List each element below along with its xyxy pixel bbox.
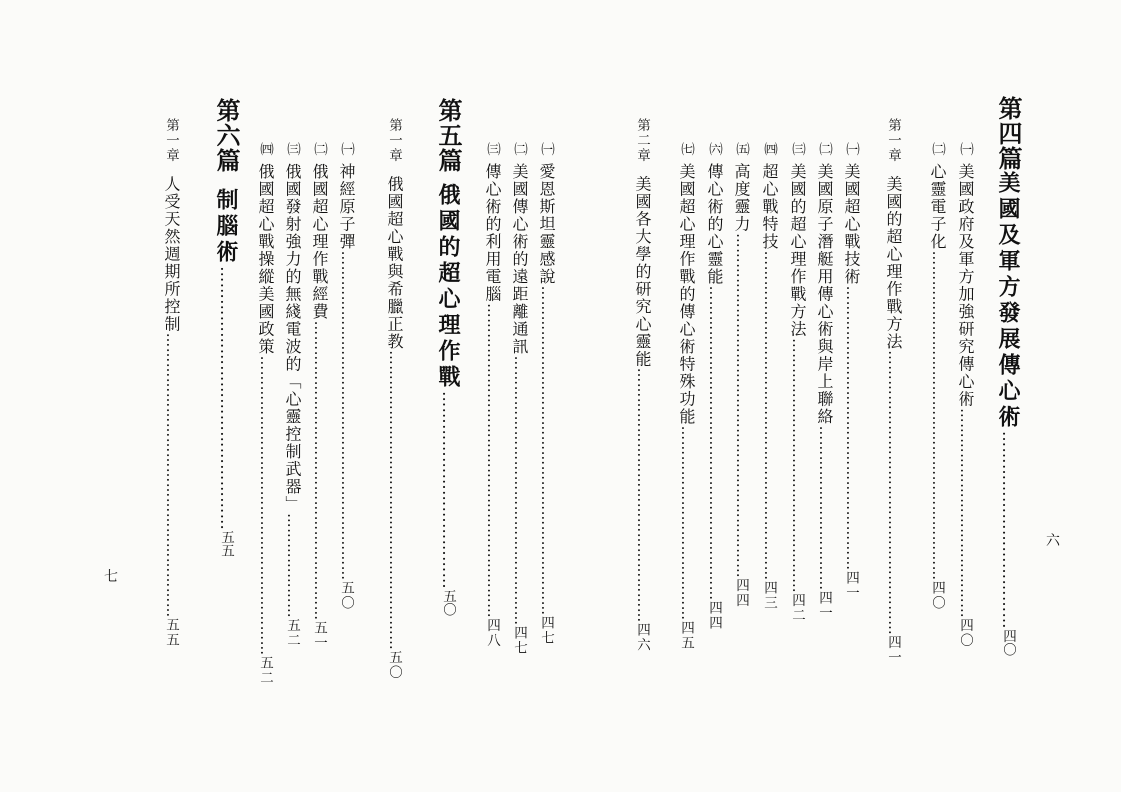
entry-title: 美國傳心術的遠距離通訊 xyxy=(510,163,529,356)
leader-dots: ………………………………………………………… xyxy=(538,285,554,616)
leader-dots: ……………………………… xyxy=(999,431,1018,629)
leader-dots: …………………………………………………… xyxy=(386,350,402,651)
leader-dots: ………………………………… xyxy=(678,425,694,621)
leader-dots: ………………………………………………… xyxy=(163,332,179,618)
leader-dots: ………………………………………………… xyxy=(885,350,901,636)
page-number: 四〇 xyxy=(957,618,973,649)
toc-entry xyxy=(789,142,805,623)
page-number: 四二 xyxy=(789,593,805,624)
toc-entry xyxy=(538,142,554,646)
page-number: 五二 xyxy=(257,655,273,686)
entry-title: 美國原子潛艇用傳心術與岸上聯絡 xyxy=(815,163,834,426)
entry-label: 第一章 xyxy=(386,118,402,163)
entry-label: ㈥ xyxy=(706,142,722,157)
entry-label: ㈢ xyxy=(484,142,500,157)
entry-label: 第二章 xyxy=(634,118,650,163)
page-number: 四一 xyxy=(843,570,859,601)
page-number: 四三 xyxy=(761,580,777,611)
entry-label: ㈠ xyxy=(538,142,554,157)
part-title: 俄國的超心理作戰 xyxy=(435,183,461,392)
page-number: 四〇 xyxy=(1000,629,1016,656)
entry-title: 傳心術的心靈能 xyxy=(705,163,724,286)
entry-label: ㈡ xyxy=(816,142,832,157)
entry-label: ㈢ xyxy=(789,142,805,157)
entry-label: ㈡ xyxy=(311,142,327,157)
entry-label: ㈠ xyxy=(338,142,354,157)
toc-entry xyxy=(706,142,722,631)
page-number: 四六 xyxy=(634,622,650,653)
toc-entry xyxy=(484,142,500,648)
toc-entry xyxy=(634,118,650,653)
page-number: 四七 xyxy=(511,625,527,656)
entry-label: ㈡ xyxy=(929,142,945,157)
entry-label: ㈠ xyxy=(957,142,973,157)
entry-title: 俄國超心戰操縱美國政策 xyxy=(256,163,275,356)
part-title: 制腦術 xyxy=(213,188,239,267)
leader-dots: …………………………………………… xyxy=(634,367,650,623)
page-number-right: 六 xyxy=(1046,533,1060,549)
entry-title: 神經原子彈 xyxy=(337,163,356,251)
entry-title: 俄國超心理作戰經費 xyxy=(310,163,329,321)
entry-label: ㈣ xyxy=(761,142,777,157)
leader-dots: ……………………………………………………… xyxy=(484,303,500,619)
entry-title: 傳心術的利用電腦 xyxy=(483,163,502,304)
page-number: 四四 xyxy=(706,600,722,631)
entry-title: 愛恩斯坦靈感說 xyxy=(537,163,556,286)
toc-entry xyxy=(338,142,354,611)
leader-dots: ……………………………… xyxy=(439,391,458,590)
entry-title: 俄國超心戰與希臘正教 xyxy=(385,175,404,351)
leader-dots: ………………………………………………………… xyxy=(929,250,945,581)
leader-dots: …………………………………………………… xyxy=(311,320,327,621)
part-heading: 第五篇 xyxy=(434,98,463,173)
page-number: 四一 xyxy=(816,590,832,621)
toc-entry xyxy=(284,142,300,648)
part-heading: 第六篇 xyxy=(212,98,241,173)
toc-entry xyxy=(678,142,694,651)
entry-title: 美國政府及軍方加強研究傳心術 xyxy=(956,163,975,409)
part5-heading-column xyxy=(434,98,463,617)
entry-title: 高度靈力 xyxy=(732,163,751,234)
page-number: 四〇 xyxy=(929,580,945,611)
entry-title: 人受天然週期所控制 xyxy=(162,175,181,333)
entry-label: ㈠ xyxy=(843,142,859,157)
leader-dots: ………………………………………… xyxy=(217,266,236,531)
part6-heading-column xyxy=(212,98,241,558)
page-number: 五〇 xyxy=(440,589,456,617)
entry-label: ㈡ xyxy=(511,142,527,157)
entry-title: 俄國發射強力的無綫電波的「心靈控制武器」 xyxy=(283,163,302,514)
entry-title: 美國超心理作戰的傳心術特殊功能 xyxy=(677,163,696,426)
leader-dots: …………………………………………………………… xyxy=(733,233,749,579)
page-number: 四四 xyxy=(733,578,749,609)
toc-entry xyxy=(843,142,859,601)
page-number: 五一 xyxy=(311,620,327,651)
part-title: 美國及軍方發展傳心術 xyxy=(995,171,1021,431)
toc-entry xyxy=(761,142,777,611)
toc-entry xyxy=(311,142,327,651)
entry-title: 美國各大學的研究心靈能 xyxy=(633,175,652,368)
leader-dots: …………………………………… xyxy=(957,408,973,619)
leader-dots: ………………………………………………………… xyxy=(761,250,777,581)
entry-title: 美國超心戰技術 xyxy=(842,163,861,286)
page-number: 五五 xyxy=(163,617,179,648)
leader-dots: …………………………… xyxy=(816,425,832,591)
entry-label: ㈣ xyxy=(257,142,273,157)
toc-entry xyxy=(163,118,179,648)
entry-label: 第一章 xyxy=(163,118,179,163)
leader-dots: ……………………………………………… xyxy=(511,355,527,626)
page-number: 四五 xyxy=(678,620,694,651)
toc-entry xyxy=(929,142,945,611)
toc-entry xyxy=(816,142,832,621)
page-number: 五〇 xyxy=(338,580,354,611)
leader-dots: ……………………………………………………… xyxy=(706,285,722,601)
toc-entry xyxy=(386,118,402,680)
entry-label: ㈢ xyxy=(284,142,300,157)
part-heading: 第四篇 xyxy=(994,96,1023,171)
entry-label: ㈤ xyxy=(733,142,749,157)
page-number: 四一 xyxy=(885,635,901,666)
part4-heading-column xyxy=(994,96,1023,718)
leader-dots: ………………………………………………………… xyxy=(338,250,354,581)
toc-entry xyxy=(733,142,749,608)
entry-title: 美國的超心理作戰方法 xyxy=(884,175,903,351)
page-number: 四七 xyxy=(538,615,554,646)
page-number-left: 七 xyxy=(104,569,118,585)
page-number: 五二 xyxy=(284,618,300,649)
toc-entry xyxy=(957,142,973,648)
entry-label: ㈦ xyxy=(678,142,694,157)
entry-label: 第一章 xyxy=(885,118,901,163)
leader-dots: …………………………………………………… xyxy=(257,355,273,656)
entry-title: 超心戰特技 xyxy=(760,163,779,251)
toc-entry xyxy=(257,142,273,686)
leader-dots: ………………………………………………… xyxy=(843,285,859,571)
toc-entry xyxy=(885,118,901,665)
page-number: 四八 xyxy=(484,618,500,649)
page-number: 五五 xyxy=(218,530,234,558)
entry-title: 心靈電子化 xyxy=(928,163,947,251)
entry-title: 美國的超心理作戰方法 xyxy=(788,163,807,339)
page-number: 五〇 xyxy=(386,650,402,681)
toc-entry xyxy=(511,142,527,656)
leader-dots: …………………………………………… xyxy=(789,338,805,594)
leader-dots: ………………… xyxy=(284,513,300,619)
